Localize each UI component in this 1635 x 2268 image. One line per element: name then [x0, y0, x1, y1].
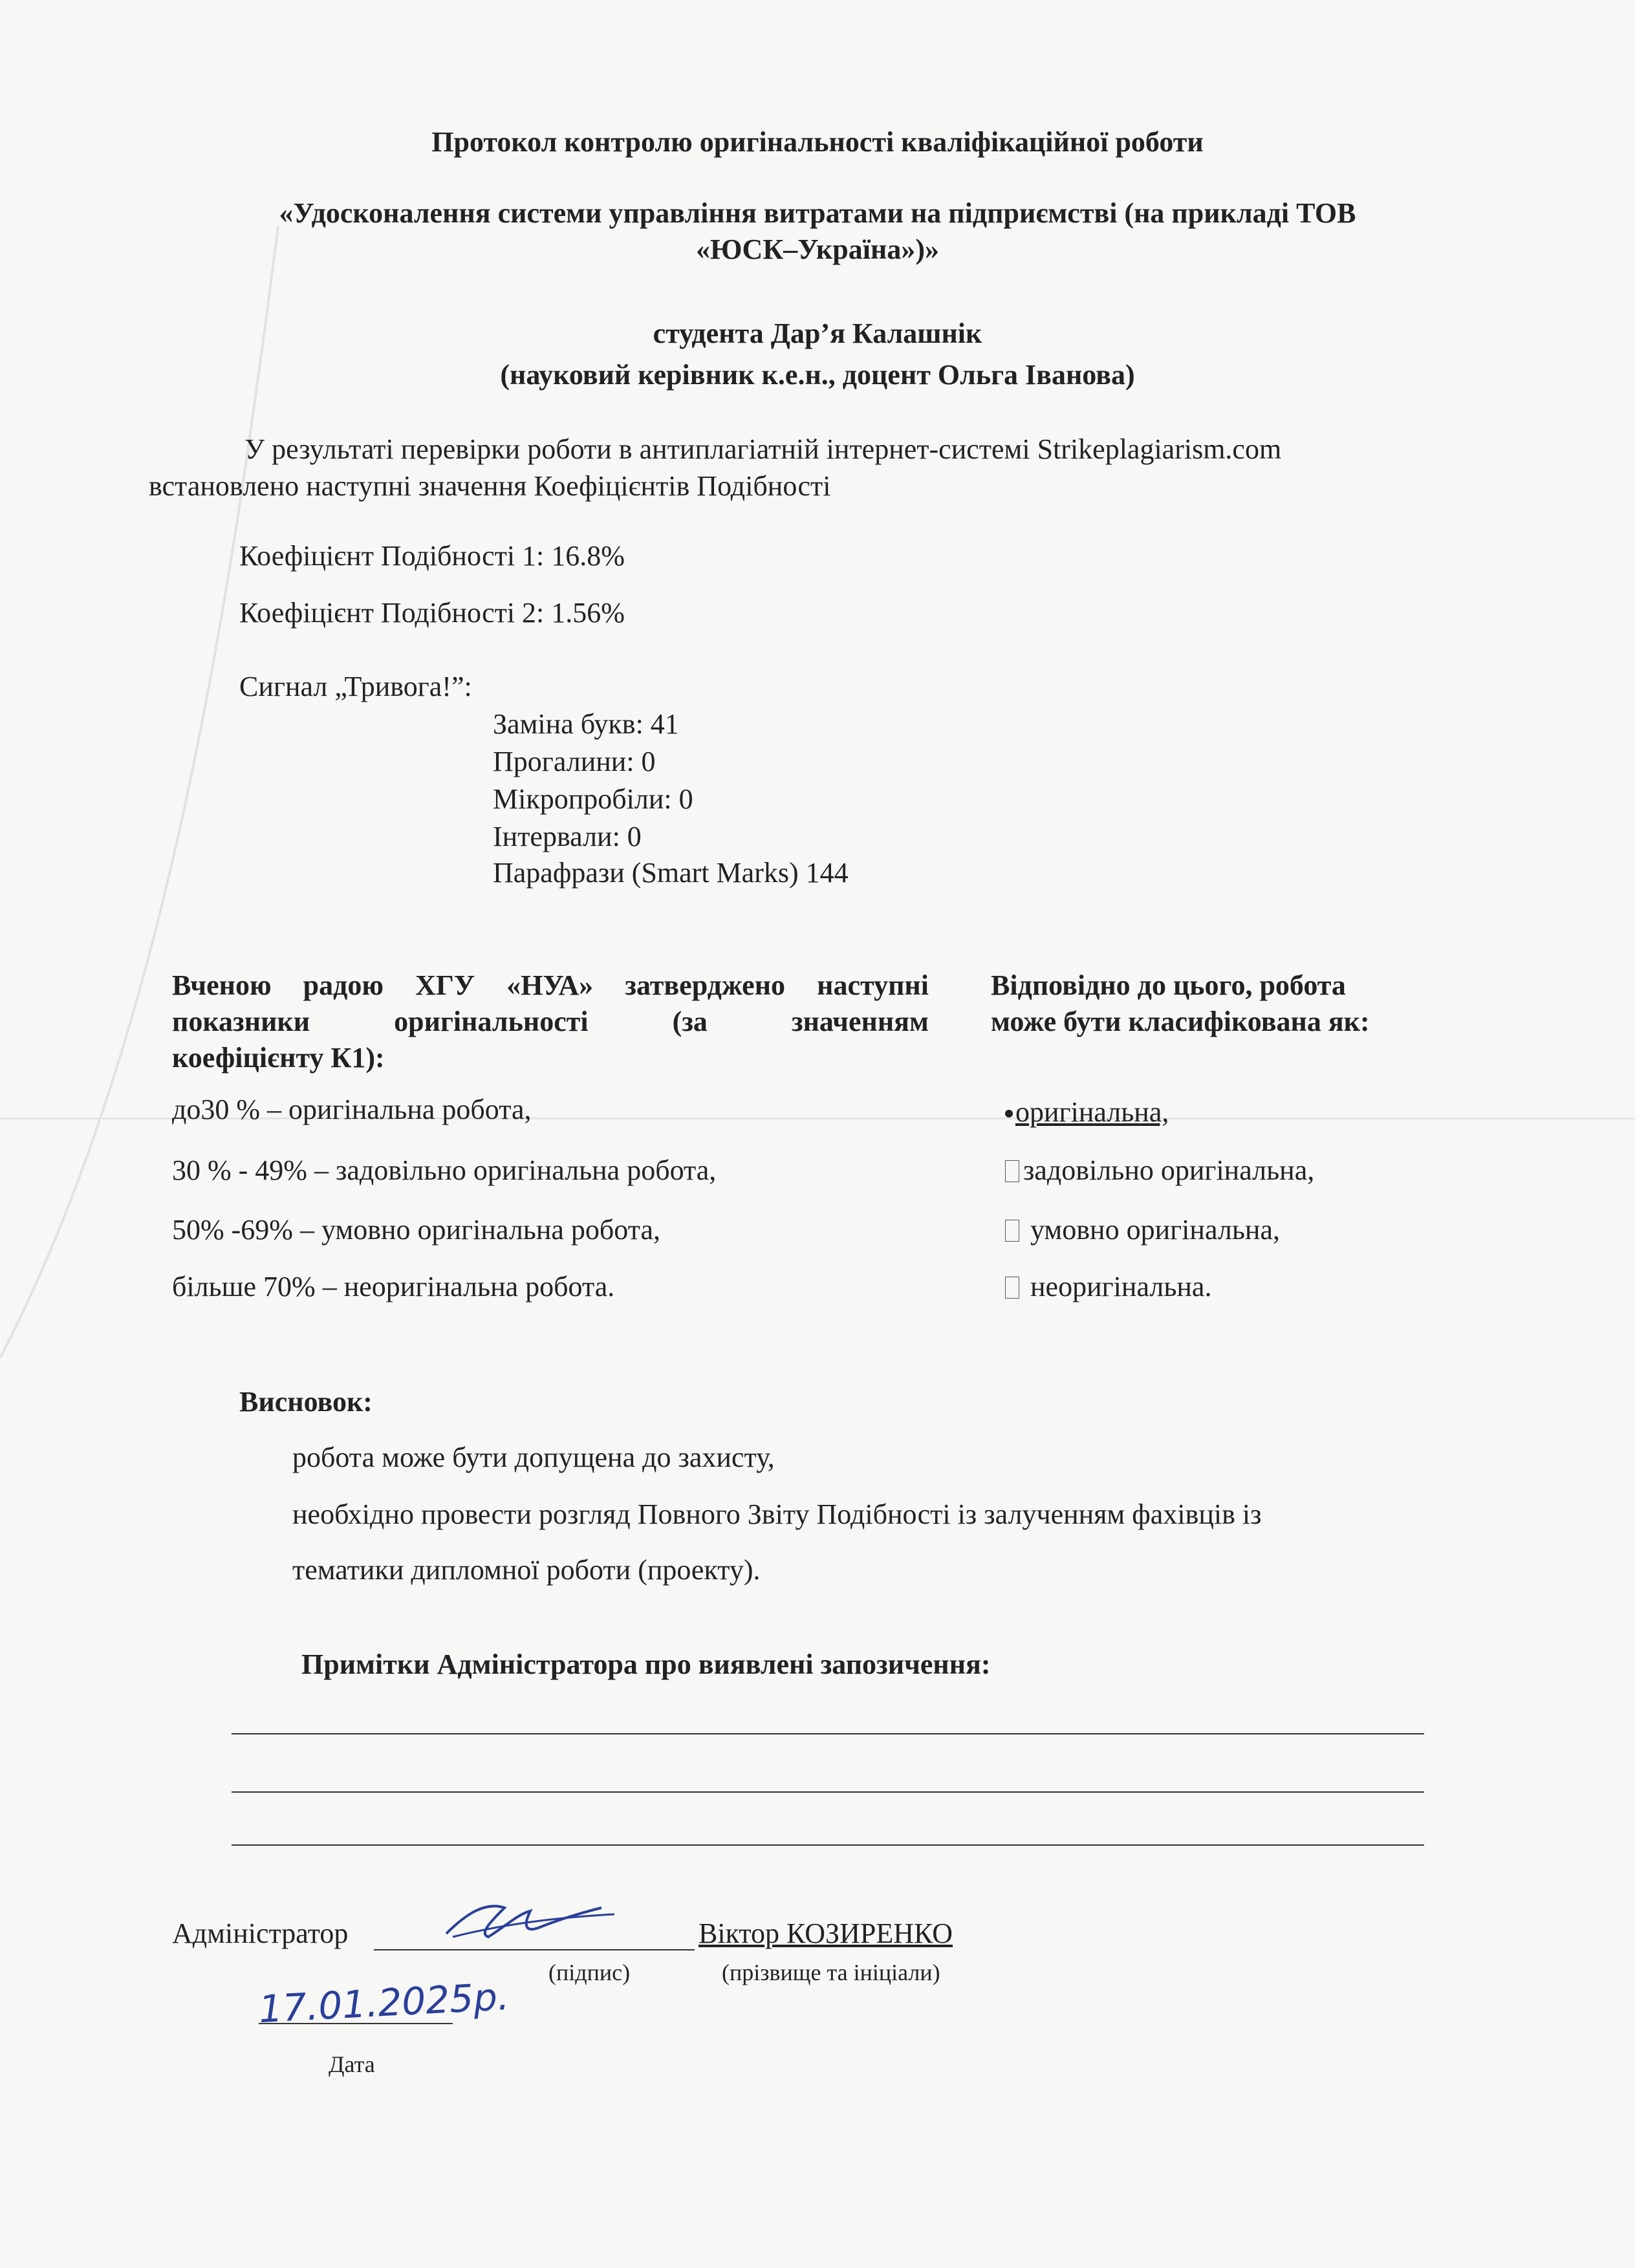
classification-option-original-label: оригінальна, — [1015, 1096, 1169, 1128]
intro-line-1: У результаті перевірки роботи в антиплагіатній інтернет-системі Strikeplagiarism.com — [244, 433, 1282, 465]
name-caption: (прізвище та ініціали) — [722, 1960, 940, 1985]
alarm-item-microspaces: Мікропробіли: 0 — [493, 783, 693, 815]
classification-option-conditional — [1005, 1212, 1280, 1248]
classification-option-unoriginal — [1005, 1269, 1211, 1305]
conclusion-line-2: необхідно провести розгляд Повного Звіту Подібності із залученням фахівців із — [292, 1498, 1262, 1530]
classification-option-conditional-label: умовно оригінальна, — [1023, 1214, 1280, 1246]
signature-caption: (підпис) — [548, 1960, 631, 1985]
classification-option-satisfactory — [1005, 1152, 1314, 1189]
alarm-item-paraphrases: Парафрази (Smart Marks) 144 — [493, 857, 849, 889]
conclusion-line-1: робота може бути допущена до захисту, — [292, 1442, 775, 1473]
student-name: студента Дар’я Калашнік — [653, 318, 982, 349]
coefficient-2: Коефіцієнт Подібності 2: 1.56% — [239, 597, 625, 629]
document-title: Протокол контролю оригінальності кваліфікаційної роботи — [431, 126, 1204, 158]
conclusion-title: Висновок: — [239, 1386, 373, 1418]
intro-line-2: встановлено наступні значення Коефіцієнтів Подібності — [149, 470, 831, 502]
conclusion-line-3: тематики дипломної роботи (проекту). — [292, 1554, 761, 1586]
selected-bullet-icon — [1005, 1110, 1013, 1118]
checkbox-empty-icon — [1005, 1277, 1019, 1299]
handwritten-date: 17.01.2025р. — [257, 1974, 510, 2032]
classification-heading-line-2: може бути класифікована як: — [991, 1006, 1370, 1037]
criteria-item-original: до30 % – оригінальна робота, — [172, 1094, 532, 1125]
criteria-item-satisfactory: 30 % - 49% – задовільно оригінальна робота, — [172, 1154, 717, 1186]
administrator-name: Віктор КОЗИРЕНКО — [698, 1917, 953, 1949]
work-title-line-1: «Удосконалення системи управління витратами на підприємстві (на прикладі ТОВ — [279, 197, 1356, 229]
handwritten-signature — [427, 1888, 621, 1953]
alarm-title: Сигнал „Тривога!”: — [239, 671, 472, 702]
alarm-item-gaps: Прогалини: 0 — [493, 746, 656, 777]
notes-blank-line-3 — [232, 1844, 1424, 1846]
supervisor-name: (науковий керівник к.е.н., доцент Ольга Іванова) — [500, 359, 1135, 391]
classification-option-satisfactory-label: задовільно оригінальна, — [1023, 1154, 1315, 1186]
alarm-item-letter-replacement: Заміна букв: 41 — [493, 708, 679, 740]
criteria-heading-line-3: коефіцієнту К1): — [172, 1042, 385, 1074]
classification-option-original — [1005, 1094, 1169, 1130]
criteria-heading-line-2: показники оригінальності (за значенням — [172, 1006, 929, 1037]
criteria-item-unoriginal: більше 70% – неоригінальна робота. — [172, 1271, 615, 1302]
date-caption: Дата — [329, 2051, 375, 2077]
classification-heading-line-1: Відповідно до цього, робота — [991, 969, 1346, 1001]
checkbox-empty-icon — [1005, 1220, 1019, 1242]
notes-blank-line-1 — [232, 1733, 1424, 1734]
checkbox-empty-icon — [1005, 1160, 1019, 1182]
notes-blank-line-2 — [232, 1791, 1424, 1793]
work-title-line-2: «ЮСК–Україна»)» — [696, 233, 939, 265]
admin-notes-title: Примітки Адміністратора про виявлені запозичення: — [301, 1648, 991, 1680]
classification-option-unoriginal-label: неоригінальна. — [1023, 1271, 1212, 1302]
alarm-item-intervals: Інтервали: 0 — [493, 821, 642, 852]
coefficient-1: Коефіцієнт Подібності 1: 16.8% — [239, 540, 625, 572]
criteria-item-conditional: 50% -69% – умовно оригінальна робота, — [172, 1214, 661, 1246]
criteria-heading-line-1: Вченою радою ХГУ «НУА» затверджено наступні — [172, 969, 929, 1001]
administrator-label: Адміністратор — [172, 1917, 349, 1949]
